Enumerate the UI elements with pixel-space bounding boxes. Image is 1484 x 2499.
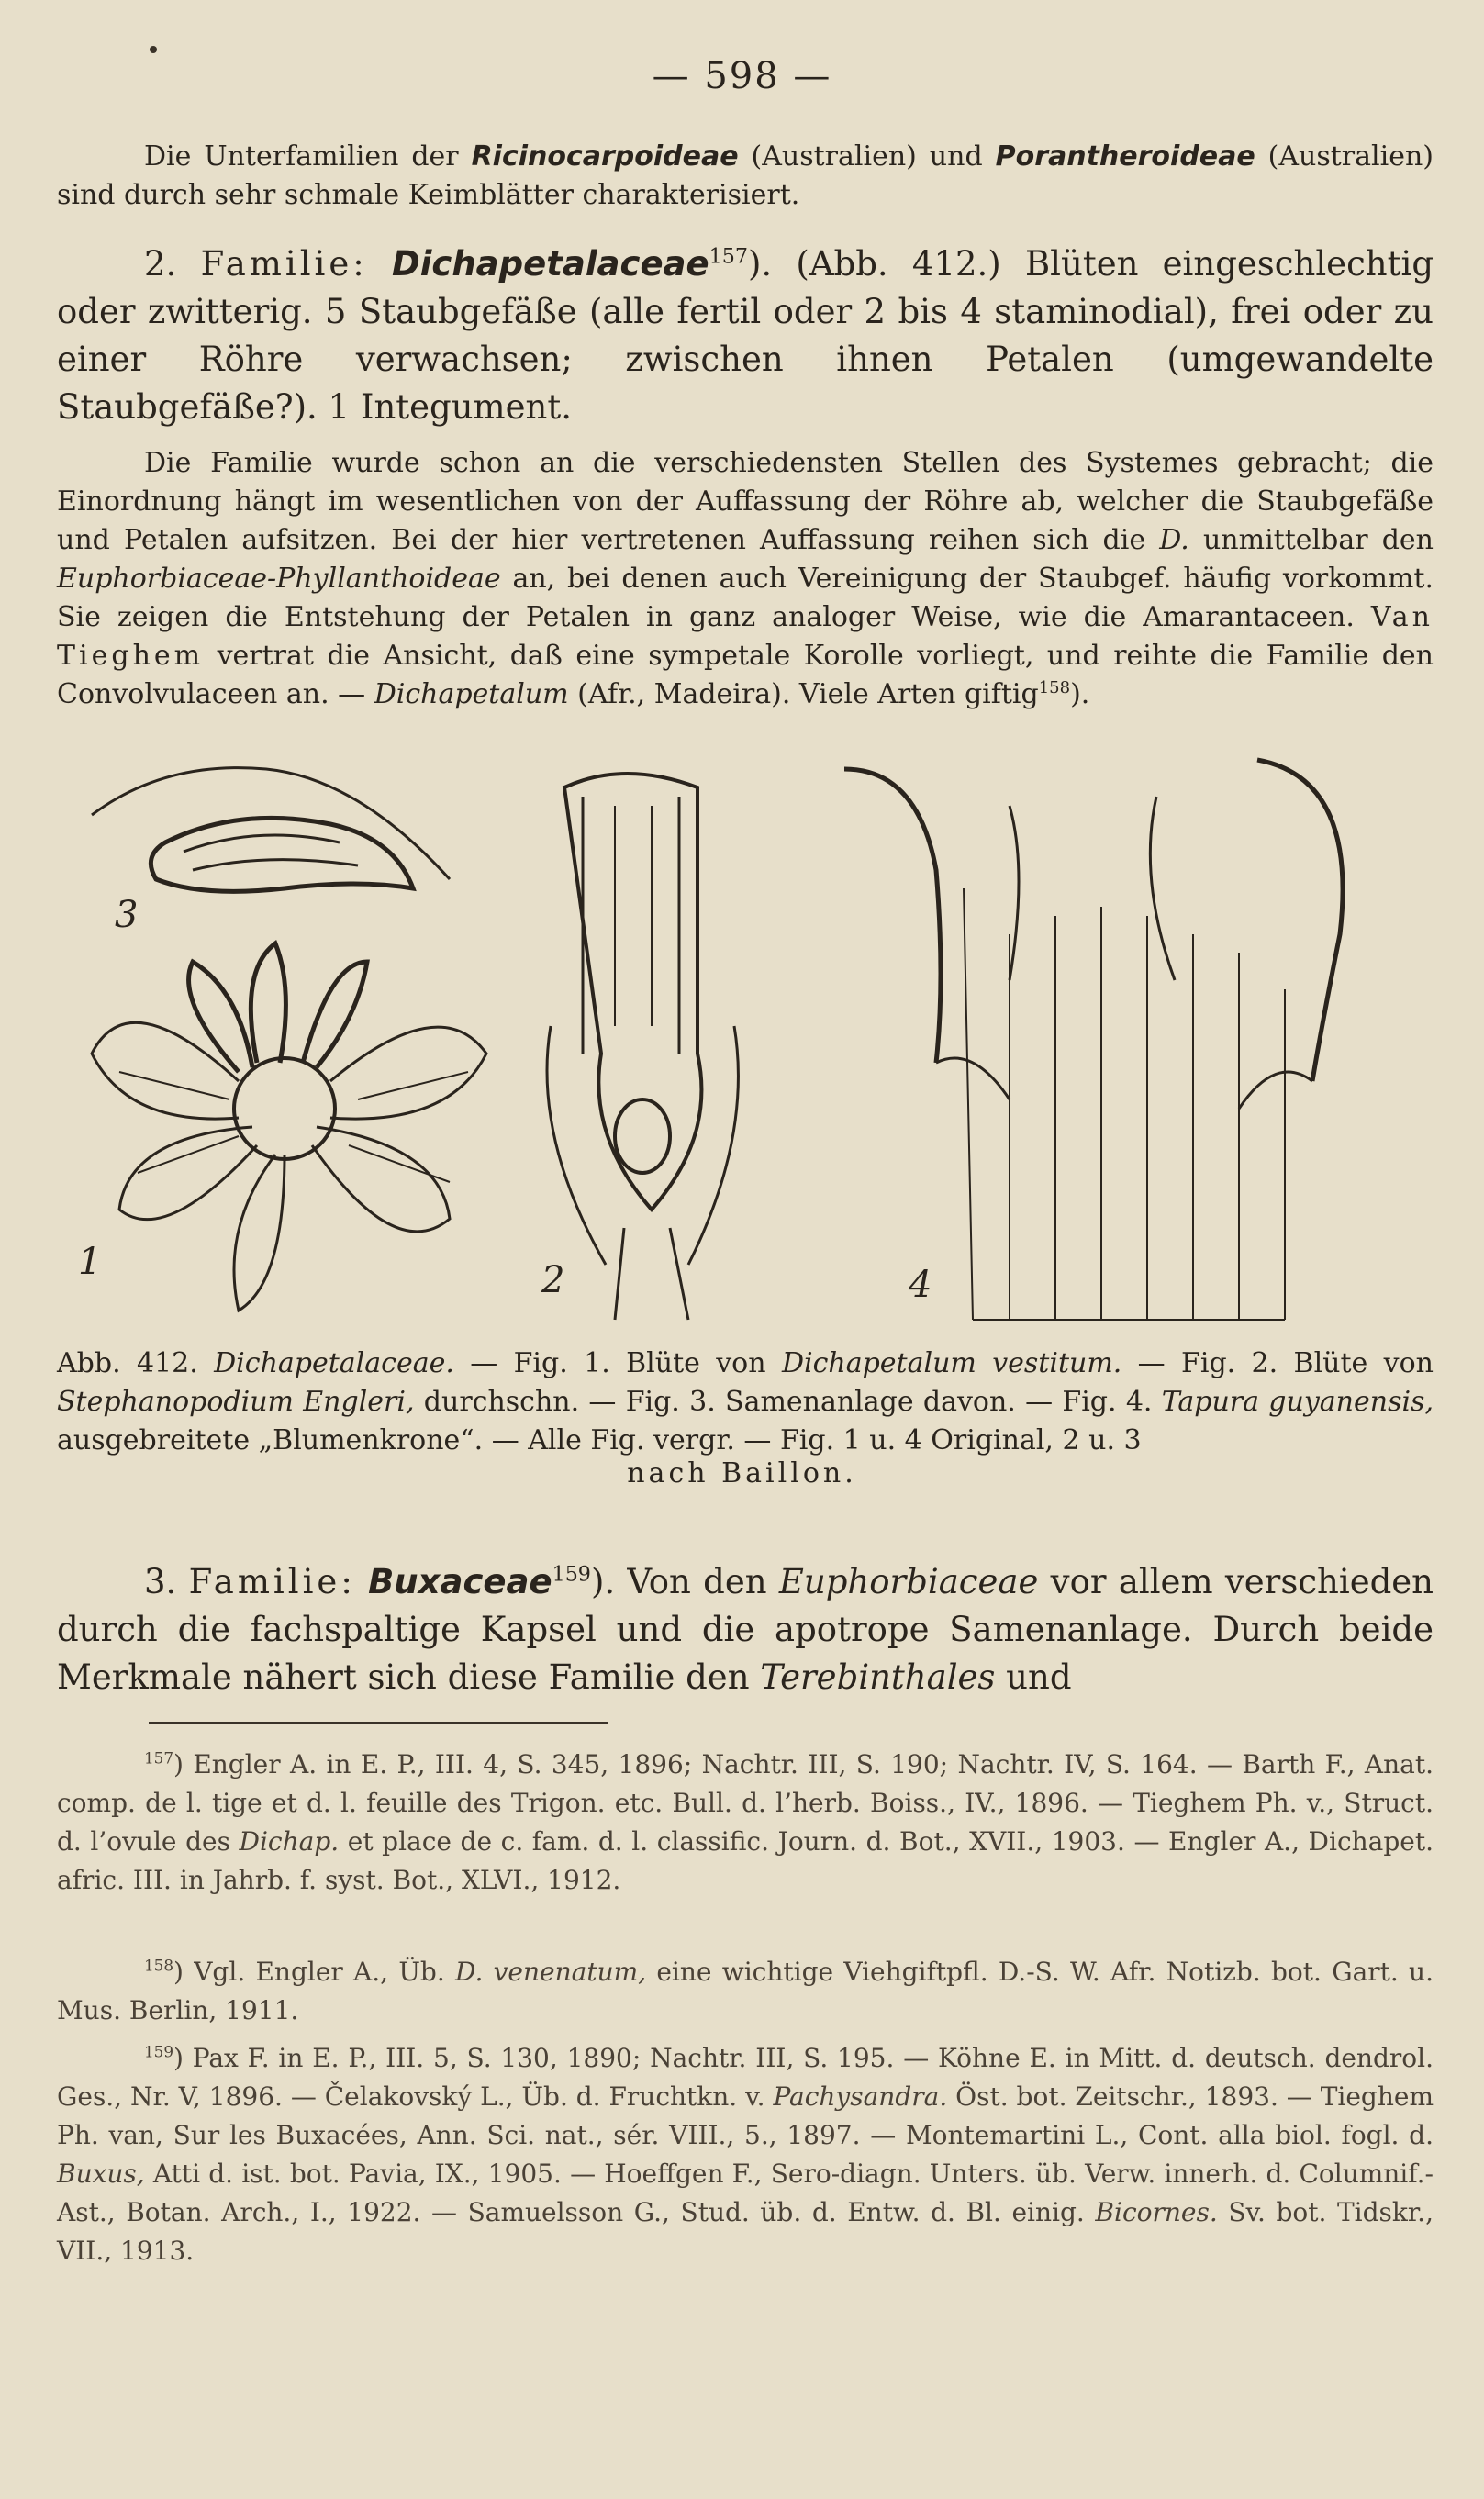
family-name: Dichapetalaceae	[391, 244, 709, 284]
intro-text: (Australien) und	[738, 140, 996, 173]
footnote-text: ) Vgl. Engler A., Üb.	[173, 1957, 455, 1987]
footnote-text: Öst. bot. Zeitschr., 1893. — Tieghem Ph. van, Sur les Buxacées, Ann. Sci. nat., sér. VIII., 5., 1897. — Montemartini L., Cont. alla biol. fogl. d.	[57, 2081, 1434, 2150]
body-text: und	[995, 1657, 1072, 1697]
footnote-italic: Buxus,	[57, 2159, 145, 2189]
family-2-discussion	[57, 444, 1434, 714]
genus-abbrev: D.	[1159, 524, 1189, 556]
caption-taxon: Stephanopodium Engleri,	[57, 1386, 415, 1418]
family-2-description	[57, 240, 1434, 431]
caption-last-line: nach Baillon.	[627, 1457, 857, 1489]
footnote-157	[57, 1746, 1434, 1900]
family-3-description	[57, 1558, 1434, 1701]
footnote-italic: Bicornes.	[1095, 2197, 1218, 2227]
fig-1-flower	[92, 943, 486, 1311]
footnote-159	[57, 2039, 1434, 2270]
caption-text: durchschn. — Fig. 3. Samenanlage davon. — Fig. 4.	[414, 1386, 1162, 1418]
footnote-italic: D. venenatum,	[455, 1957, 647, 1987]
page-number: — 598 —	[652, 55, 832, 97]
genus-name: Dichapetalum	[374, 678, 569, 710]
footnote-text: eine wichtige Viehgiftpfl. D.-S. W. Afr. Notizb. bot. Gart. u. Mus. Berlin, 1911.	[57, 1957, 1434, 2025]
body-text: (Afr., Madeira). Viele Arten giftig	[568, 678, 1039, 710]
caption-text: ausgebreitete „Blumenkrone“. — Alle Fig. vergr. — Fig. 1 u. 4 Original, 2 u. 3	[57, 1424, 1142, 1456]
taxon-name: Euphorbiaceae-Phyllanthoideae	[57, 563, 501, 595]
body-text: ). Von den	[590, 1562, 779, 1601]
body-text: an, bei denen auch Vereinigung der Staubgef. häufig vorkommt. Sie zeigen die Entstehung der Petalen in ganz analoger Weise, wie die Amarantaceen.	[57, 563, 1434, 633]
body-text: vor allem verschieden durch die fachspaltige Kapsel und die apotrope Samenanlage. Durch beide Merkmale nähert sich diese Familie den	[57, 1562, 1434, 1697]
fig-4-corolla	[844, 760, 1343, 1320]
body-text: ).	[1070, 678, 1090, 710]
family-number: 3.	[144, 1562, 177, 1601]
taxon-porantheroideae: Porantheroideae	[995, 140, 1255, 173]
caption-taxon: Dichapetalum vestitum.	[781, 1347, 1122, 1379]
footnote-158	[57, 1953, 1434, 2030]
footnote-italic: Pachysandra.	[773, 2081, 948, 2112]
footnote-text: ) Pax F. in E. P., III. 5, S. 130, 1890; Nachtr. III, S. 195. — Köhne E. in Mitt. d. deutsch. dendrol. Ges., Nr. V, 1896. — Čelakovský L., Üb. d. Fruchtkn. v.	[57, 2043, 1434, 2112]
fig-label-4: 4	[909, 1264, 932, 1306]
caption-text: — Fig. 2. Blüte von	[1121, 1347, 1434, 1379]
taxon-ricinocarpoideae: Ricinocarpoideae	[471, 140, 739, 173]
fig-label-3: 3	[115, 894, 139, 936]
body-text: unmittelbar den	[1188, 524, 1434, 556]
taxon-name: Terebinthales	[760, 1657, 996, 1697]
author-name: Van Tieghem	[57, 601, 1434, 672]
body-text: vertrat die Ansicht, daß eine sympetale Korolle vorliegt, und reihte die Familie den Convolvulaceen an. —	[57, 640, 1434, 710]
family-description-text: ). (Abb. 412.) Blüten eingeschlechtig oder zwitterig. 5 Staubgefäße (alle fertil oder 2 bis 4 staminodial), frei oder zu einer Röhre verwachsen; zwischen ihnen Petalen (umgewandelte Staubgefäße?). 1 Integument.	[57, 244, 1434, 427]
botanical-illustration	[55, 751, 1432, 1338]
footnote-text: Sv. bot. Tidskr., VII., 1913.	[57, 2197, 1434, 2266]
footnote-ref: 157	[709, 244, 748, 269]
footnote-ref: 158	[1038, 678, 1071, 697]
caption-text: — Fig. 1. Blüte von	[453, 1347, 782, 1379]
figure-caption	[57, 1344, 1434, 1460]
footnote-number: 157	[144, 1748, 174, 1768]
footnote-ref: 159	[552, 1562, 591, 1587]
intro-paragraph	[57, 138, 1434, 215]
intro-text: Die Unterfamilien der	[144, 140, 472, 173]
family-name: Buxaceae	[368, 1562, 552, 1601]
fig-3-ovule	[92, 768, 450, 892]
footnote-number: 158	[144, 1956, 174, 1975]
family-number: 2.	[144, 244, 177, 284]
taxon-name: Euphorbiaceae	[778, 1562, 1039, 1601]
fig-label-2: 2	[541, 1259, 565, 1301]
footnote-text: ) Engler A. in E. P., III. 4, S. 345, 1896; Nachtr. III, S. 190; Nachtr. IV, S. 164. — Barth F., Anat. comp. de l. tige et d. l. feuille des Trigon. etc. Bull. d. l’herb. Boiss., IV., 1896. — Tieghem Ph. v., Struct. d. l’ovule des	[57, 1749, 1434, 1857]
footnote-divider	[149, 1722, 608, 1724]
family-label: Familie:	[200, 244, 368, 284]
ink-speck	[150, 46, 157, 53]
caption-taxon: Dichapetalaceae.	[214, 1347, 454, 1379]
footnote-italic: Dichap.	[239, 1826, 340, 1857]
body-text: Die Familie wurde schon an die verschiedensten Stellen des Systemes gebracht; die Einordnung hängt im wesentlichen von der Auffassung der Röhre ab, welcher die Staubgefäße und Petalen aufsitzen. Bei der hier vertretenen Auffassung reihen sich die	[57, 447, 1434, 556]
caption-taxon: Tapura guyanensis,	[1161, 1386, 1434, 1418]
caption-text: Abb. 412.	[57, 1347, 215, 1379]
fig-2-section	[547, 774, 738, 1320]
footnote-text: Atti d. ist. bot. Pavia, IX., 1905. — Hoeffgen F., Sero-diagn. Unters. üb. Verw. innerh. d. Columnif.-Ast., Botan. Arch., I., 1922. — Samuelsson G., Stud. üb. d. Entw. d. Bl. einig.	[57, 2159, 1434, 2227]
fig-label-1: 1	[78, 1241, 102, 1283]
family-label: Familie:	[188, 1562, 356, 1601]
footnote-number: 159	[144, 2042, 174, 2061]
intro-text: (Australien) sind durch sehr schmale Keimblätter charakterisiert.	[57, 140, 1434, 211]
footnote-text: et place de c. fam. d. l. classific. Journ. d. Bot., XVII., 1903. — Engler A., Dichapet. afric. III. in Jahrb. f. syst. Bot., XLVI., 1912.	[57, 1826, 1434, 1895]
